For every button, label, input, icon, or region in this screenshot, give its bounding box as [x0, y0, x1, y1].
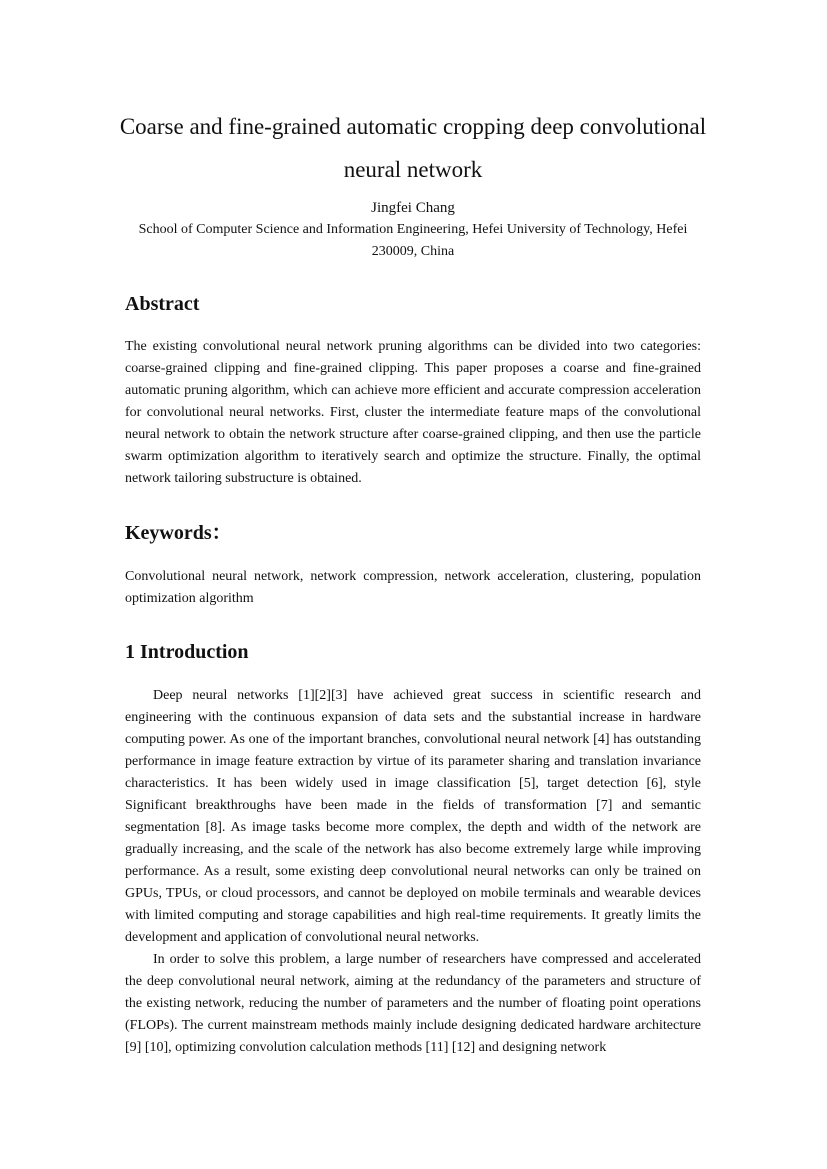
introduction-heading: 1 Introduction [125, 641, 249, 663]
author-affiliation: School of Computer Science and Information Engineering, Hefei University of Technology, Hefei 230009, China [138, 222, 688, 259]
introduction-paragraph-2: In order to solve this problem, a large number of researchers have compressed and accelerated the deep convolutional neural network, aiming at the redundancy of the parameters and structure of the existing network, reducing the number of parameters and the number of floating point operations (FLOPs). The current mainstream methods mainly include designing dedicated hardware architecture [9] [10], optimizing convolution calculation methods [11] [12] and designing network [125, 952, 701, 1055]
keywords-text: Convolutional neural network, network compression, network acceleration, clustering, population optimization algorithm [125, 569, 701, 606]
introduction-body [125, 685, 701, 1059]
introduction-paragraph-1: Deep neural networks [1][2][3] have achieved great success in scientific research and engineering with the continuous expansion of data sets and the substantial increase in hardware computing power. As one of the important branches, convolutional neural network [4] has outstanding performance in image feature extraction by virtue of its parameter sharing and translation invariance characteristics. It has been widely used in image classification [5], target detection [6], style Significant breakthroughs have been made in the fields of transformation [7] and semantic segmentation [8]. As image tasks become more complex, the depth and width of the network are gradually increasing, and the scale of the network has also become extremely large while improving performance. As a result, some existing deep convolutional neural networks can only be trained on GPUs, TPUs, or cloud processors, and cannot be deployed on mobile terminals and wearable devices with limited computing and storage capabilities and high real-time requirements. It greatly limits the development and application of convolutional neural networks. [125, 688, 701, 945]
author-name: Jingfei Chang [371, 200, 455, 216]
paper-page [119, 105, 707, 1059]
paper-title: Coarse and fine-grained automatic cropping deep convolutional neural network [119, 114, 707, 182]
abstract-heading: Abstract [125, 293, 200, 315]
abstract-text: The existing convolutional neural network pruning algorithms can be divided into two categories: coarse-grained clipping and fine-grained clipping. This paper proposes a coarse and fine-grained automatic pruning algorithm, which can achieve more efficient and accurate compression acceleration for convolutional neural networks. First, cluster the intermediate feature maps of the convolutional neural network to obtain the network structure after coarse-grained clipping, and then use the particle swarm optimization algorithm to iteratively search and optimize the structure. Finally, the optimal network tailoring substructure is obtained. [125, 339, 701, 486]
keywords-heading: Keywords： [125, 522, 232, 544]
